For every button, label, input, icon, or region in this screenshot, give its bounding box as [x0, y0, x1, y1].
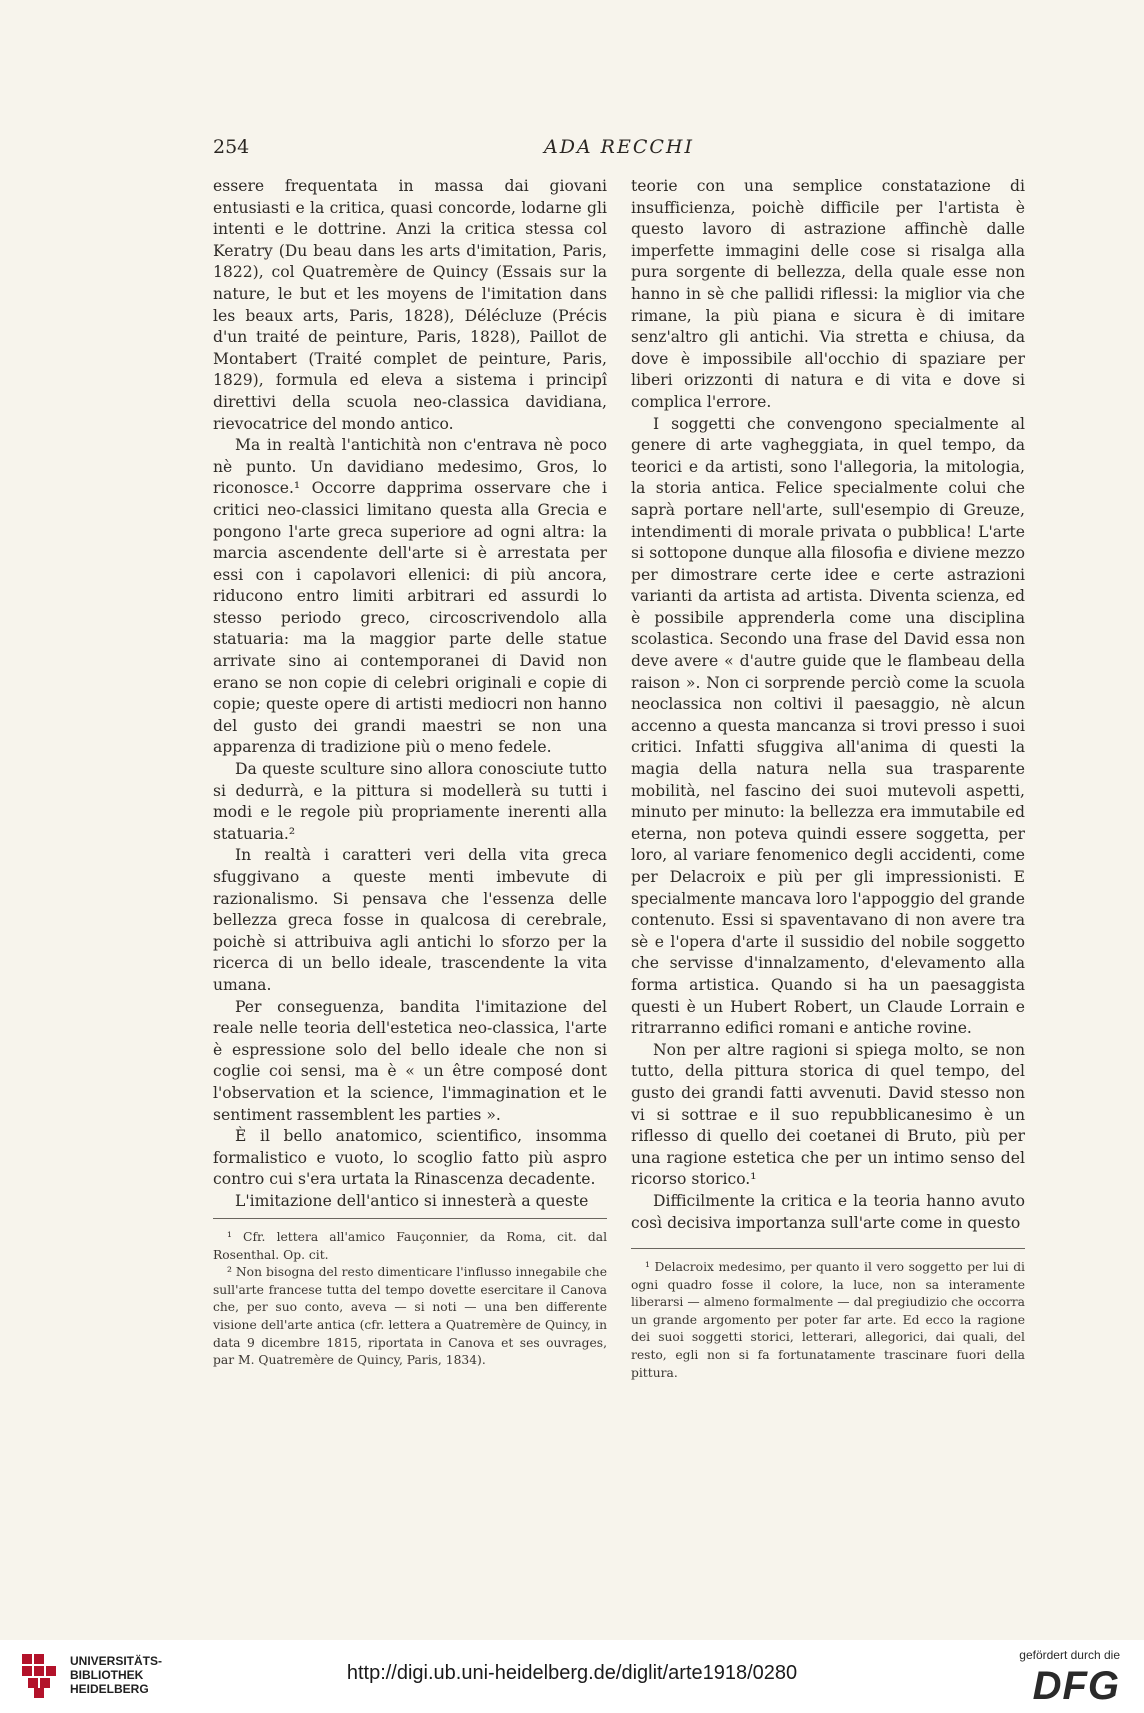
paragraph: I soggetti che convengono specialmente al genere di arte vagheggiata, in quel tempo, da teorici e da artisti, sono l'allegoria, la mitologia, la storia antica. Felice specialmente colui che saprà portare nell'arte, sull'esempio di Greuze, intendimenti di morale privata o pubblica! L'arte si sottopone dunque alla filosofia e diviene mezzo per dimostrare certe idee e certe astrazioni varianti da artista ad artista. Diventa scienza, ed è possibile apprenderla come una disciplina scolastica. Secondo una frase del David essa non deve avere « d'autre guide que le flambeau della raison ». Non ci sorprende perciò come la scuola neoclassica non coltivi il paesaggio, nè alcun accenno a questa mancanza si trovi presso i suoi critici. Infatti sfuggiva all'anima di questi la magia della natura nella sua trasparente mobilità, nel fascino dei suoi mutevoli aspetti, minuto per minuto: la bellezza era immutabile ed eterna, non poteva quindi essere soggetta, per loro, al variare fenomenico degli accidenti, come per Delacroix e più per gli impressionisti. E specialmente mancava loro l'appoggio del grande contenuto. Essi si spaventavano di non avere tra sè e l'opera d'arte il sussidio del nobile soggetto che servisse d'innalzamento, d'elevamento alla forma artistica. Quando si ha un paesaggista questi è un Hubert Robert, un Claude Lorrain e ritrarranno edifici romani e antiche rovine.	[631, 414, 1025, 1038]
library-name: UNIVERSITÄTS- BIBLIOTHEK HEIDELBERG	[70, 1654, 163, 1696]
footnote: ² Non bisogna del resto dimenticare l'influsso innegabile che sull'arte francese tutta del tempo dovette esercitare il Canova che, per suo conto, aveva — si noti — una ben differente visione dell'arte antica (cfr. lettera a Quatremère de Quincy, in data 9 dicembre 1815, riportata in Canova et ses ouvrages, par M. Quatremère de Quincy, Paris, 1834).	[213, 1265, 607, 1368]
paragraph: L'imitazione dell'antico si innesterà a queste	[235, 1191, 589, 1210]
permalink-url[interactable]: http://digi.ub.uni-heidelberg.de/diglit/arte1918/0280	[346, 1662, 798, 1684]
right-column	[631, 176, 1025, 1234]
paragraph: Ma in realtà l'antichità non c'entrava nè poco nè punto. Un davidiano medesimo, Gros, lo riconosce.¹ Occorre dapprima osservare che i critici neo-classici limitano questa alla Grecia e pongono l'arte greca superiore ad ogni altra: la marcia ascendente dell'arte si è arrestata per essi con i capolavori ellenici: di più ancora, riducono entro limiti arbitrari ed assurdi lo stesso periodo greco, circoscrivendolo alla statuaria: ma la maggior parte delle statue arrivate sino ai contemporanei di David non erano se non copie di celebri originali e copie di copie; queste opere di artisti mediocri non hanno del gusto dei grandi maestri se non una apparenza di tradizione più o meno fedele.	[213, 436, 607, 757]
paragraph: Per conseguenza, bandita l'imitazione del reale nelle teoria dell'estetica neo-classica, l'arte è espressione solo del bello ideale che non si coglie coi sensi, ma è « un être composé dont l'observation et la science, l'immagination et le sentiment rassemblent les parties ».	[213, 997, 607, 1124]
left-column	[213, 176, 607, 1213]
footnote: ¹ Delacroix medesimo, per quanto il vero soggetto per lui di ogni quadro fosse il colore, la luce, non sa interamente liberarsi — almeno formalmente — dal pregiudizio che occorra un grande argomento per poter far arte. Ed ecco la ragione dei suoi soggetti storici, letterari, allegorici, dai quali, del resto, egli non si fa fortunatamente trascinare fuori della pittura.	[631, 1260, 1025, 1380]
paragraph: Difficilmente la critica e la teoria hanno avuto così decisiva importanza sull'arte come in questo	[631, 1191, 1025, 1232]
viewer-footer	[0, 1640, 1144, 1713]
paragraph: È il bello anatomico, scientifico, insomma formalistico e vuoto, lo scoglio fatto più aspro contro cui s'era urtata la Rinascenza decadente.	[213, 1127, 607, 1189]
paragraph: essere frequentata in massa dai giovani entusiasti e la critica, quasi concorde, lodarne gli intenti e le dottrine. Anzi la critica stessa col Keratry (Du beau dans les arts d'imitation, Paris, 1822), col Quatremère de Quincy (Essais sur la nature, le but et les moyens de l'imitation dans les beaux arts, Paris, 1828), Délécluze (Précis d'un traité de peinture, Paris, 1828), Paillot de Montabert (Traité complet de peinture, Paris, 1829), formula ed eleva a sistema i principî direttivi della scuola neo-classica davidiana, rievocatrice del mondo antico.	[213, 177, 607, 433]
running-head: ADA RECCHI	[543, 136, 695, 158]
page-header	[213, 136, 1025, 166]
footnotes-right	[631, 1242, 1025, 1382]
page-number: 254	[213, 136, 250, 158]
paragraph: Non per altre ragioni si spiega molto, se non tutto, della pittura storica di quel tempo, del gusto dei grandi fatti avvenuti. David stesso non vi si sottrae e il suo repubblicanesimo è un riflesso di quello dei coetanei di Bruto, più per una ragione estetica che per un intimo senso del ricorso storico.¹	[631, 1040, 1025, 1189]
footnote-rule	[631, 1248, 1025, 1249]
paragraph: teorie con una semplice constatazione di insufficienza, poichè difficile per l'artista è questo lavoro di astrazione affinchè dalle imperfette immagini delle cose si risalga alla pura sorgente di bellezza, della quale esse non hanno in sè che pallidi riflessi: la miglior via che rimane, la più piana e sicura è di imitare senz'altro gli antichi. Via stretta e chiusa, da dove è impossibile all'occhio di spaziare per liberi orizzonti di natura e di vita e dove si complica l'errore.	[631, 177, 1025, 411]
footnotes-left	[213, 1212, 607, 1370]
footnote: ¹ Cfr. lettera all'amico Fauçonnier, da Roma, cit. dal Rosenthal. Op. cit.	[213, 1230, 607, 1262]
paragraph: Da queste sculture sino allora conosciute tutto si dedurrà, e la pittura si modellerà su tutti i modi e le regole più propriamente inerenti alla statuaria.²	[213, 760, 607, 843]
footnote-rule	[213, 1218, 607, 1219]
paragraph: In realtà i caratteri veri della vita greca sfuggivano a queste menti imbevute di razionalismo. Si pensava che l'essenza delle bellezza greca fosse in qualcosa di cerebrale, poichè si attribuiva agli antichi lo sforzo per la ricerca di un bello ideale, trascendente la vita umana.	[213, 846, 607, 994]
funding-note: gefördert durch die	[1019, 1648, 1120, 1662]
dfg-logo: DFG	[1032, 1664, 1120, 1708]
